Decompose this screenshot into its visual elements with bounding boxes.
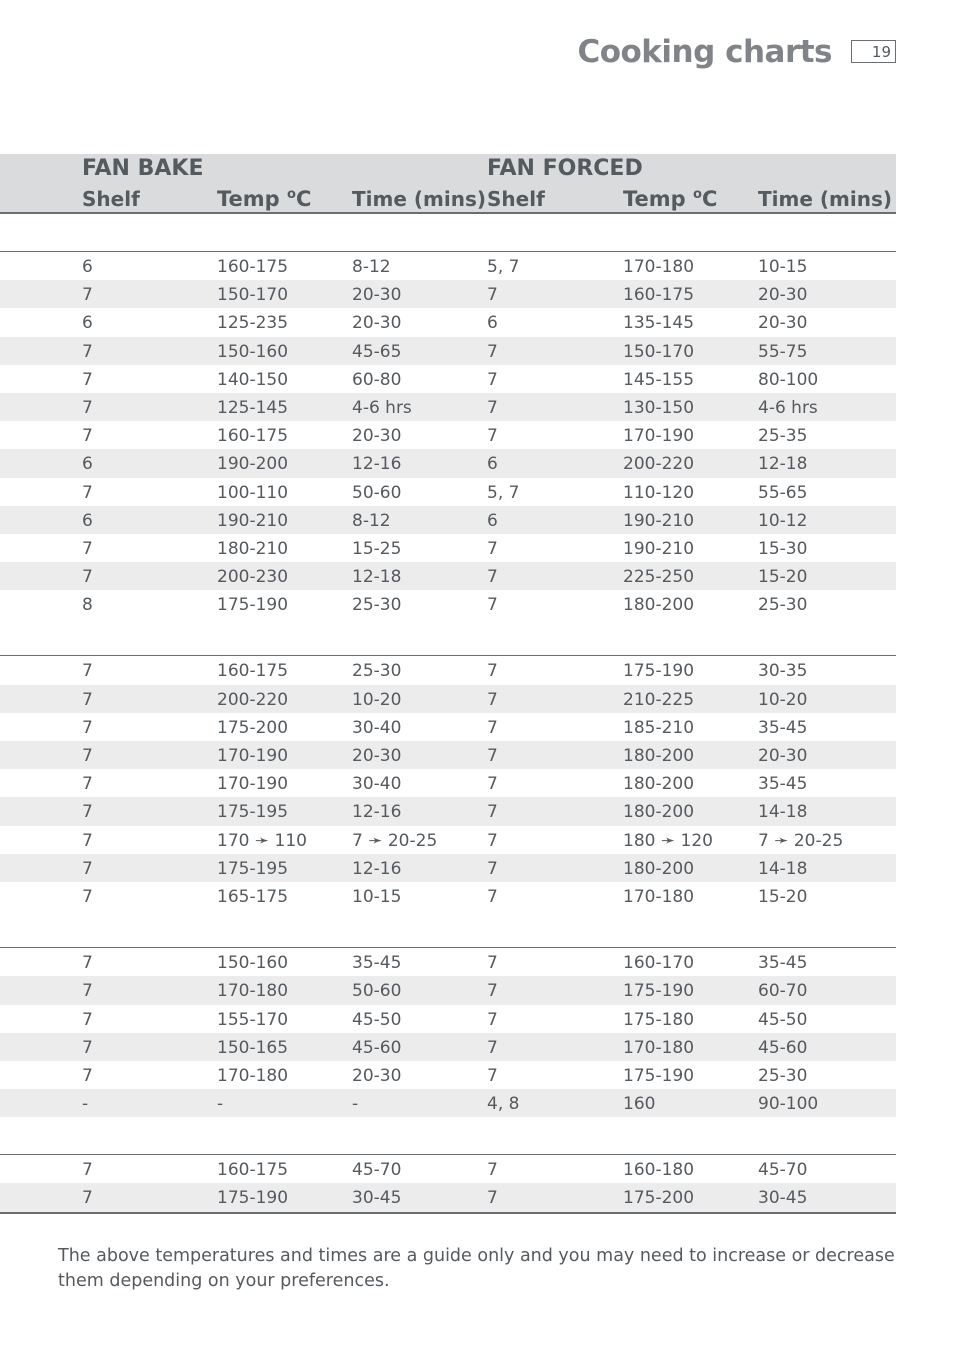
fan-bake-shelf-cell: 6 bbox=[82, 257, 93, 277]
fan-forced-time-cell: 35-45 bbox=[758, 717, 808, 738]
fan-forced-time-cell: 12-18 bbox=[758, 454, 808, 475]
fan-forced-time-cell: 15-20 bbox=[758, 567, 808, 588]
fan-forced-shelf-cell: 6 bbox=[487, 454, 498, 475]
fan-forced-shelf-cell: 7 bbox=[487, 1009, 498, 1030]
fan-bake-shelf-cell: 7 bbox=[82, 1188, 93, 1209]
fan-bake-time-cell: 20-30 bbox=[352, 285, 402, 306]
fan-forced-shelf-cell: 7 bbox=[487, 397, 498, 418]
table-row bbox=[0, 882, 896, 910]
fan-bake-shelf-cell: 6 bbox=[82, 313, 93, 334]
table-row bbox=[0, 854, 896, 882]
table-row bbox=[0, 590, 896, 618]
fan-bake-temp-cell: 160-175 bbox=[217, 426, 289, 447]
fan-forced-temp-cell: 175-190 bbox=[623, 661, 695, 682]
fan-bake-time-cell: 25-30 bbox=[352, 595, 402, 616]
fan-forced-temp-cell: 190-210 bbox=[623, 510, 695, 531]
table-row bbox=[0, 713, 896, 741]
table-row bbox=[0, 1005, 896, 1033]
fan-bake-time-cell: 45-60 bbox=[352, 1037, 402, 1058]
fan-forced-temp-cell: 190-210 bbox=[623, 538, 695, 559]
table-row bbox=[0, 421, 896, 449]
fan-forced-temp-cell: 170-180 bbox=[623, 1037, 695, 1058]
fan-forced-temp-cell: 200-220 bbox=[623, 454, 695, 475]
fan-bake-time-cell: 45-65 bbox=[352, 341, 402, 362]
fan-bake-temp-cell: 155-170 bbox=[217, 1009, 289, 1030]
fan-forced-temp-cell: 150-170 bbox=[623, 341, 695, 362]
fan-forced-shelf-cell: 7 bbox=[487, 1065, 498, 1086]
fan-forced-shelf-cell: 7 bbox=[487, 369, 498, 390]
fan-bake-shelf-cell: 7 bbox=[82, 858, 93, 879]
fan-bake-shelf-cell: 7 bbox=[82, 661, 93, 682]
fan-bake-time-cell: 30-40 bbox=[352, 774, 402, 795]
fan-forced-time-cell: 80-100 bbox=[758, 369, 819, 390]
fan-forced-shelf-cell: 7 bbox=[487, 774, 498, 795]
fan-forced-temp-cell: 175-180 bbox=[623, 1009, 695, 1030]
fan-forced-temp-cell: 145-155 bbox=[623, 369, 695, 390]
fan-bake-temp-cell: 175-190 bbox=[217, 1188, 289, 1209]
table-row bbox=[0, 656, 896, 684]
fan-forced-time-cell: 20-30 bbox=[758, 313, 808, 334]
fan-forced-shelf-cell: 5, 7 bbox=[487, 482, 520, 503]
fan-forced-temp-cell: 180-200 bbox=[623, 858, 695, 879]
fan-bake-temp-cell: 170-190 bbox=[217, 774, 289, 795]
fan-bake-time-cell: 25-30 bbox=[352, 661, 402, 682]
fan-forced-shelf-cell: 7 bbox=[487, 567, 498, 588]
fan-forced-temp-cell: 160-170 bbox=[623, 953, 695, 974]
fan-forced-temp-cell: 180-200 bbox=[623, 595, 695, 616]
fan-forced-shelf-cell: 4, 8 bbox=[487, 1094, 520, 1115]
table-row bbox=[0, 365, 896, 393]
fan-bake-temp-cell: 170-180 bbox=[217, 1065, 289, 1086]
fan-forced-shelf-cell: 7 bbox=[487, 717, 498, 738]
table-row bbox=[0, 797, 896, 825]
fan-forced-temp-cell: 185-210 bbox=[623, 717, 695, 738]
fan-bake-time-cell: 8-12 bbox=[352, 510, 391, 531]
fan-bake-shelf-cell: 6 bbox=[82, 510, 93, 531]
fan-bake-time-cell: 12-16 bbox=[352, 454, 402, 475]
group-spacer bbox=[0, 214, 896, 252]
fan-forced-temp-cell: 180-200 bbox=[623, 802, 695, 823]
fan-forced-shelf-cell: 7 bbox=[487, 981, 498, 1002]
cooking-chart-table bbox=[0, 154, 896, 1214]
table-row bbox=[0, 948, 896, 976]
fan-forced-time-cell: 10-20 bbox=[758, 689, 808, 710]
fan-forced-temp-cell: 160-180 bbox=[623, 1160, 695, 1181]
fan-forced-time-cell: 7 ➛ 20-25 bbox=[758, 830, 844, 851]
fan-forced-shelf-cell: 7 bbox=[487, 1188, 498, 1209]
fan-forced-temp-cell: 110-120 bbox=[623, 482, 695, 503]
fan-bake-temp-cell: 165-175 bbox=[217, 886, 289, 907]
fan-bake-shelf-header: Shelf bbox=[82, 187, 140, 211]
fan-bake-temp-cell: 150-160 bbox=[217, 341, 289, 362]
fan-forced-temp-cell: 180-200 bbox=[623, 746, 695, 766]
fan-bake-time-header: Time (mins) bbox=[352, 187, 486, 211]
fan-bake-time-cell: 50-60 bbox=[352, 482, 402, 503]
fan-bake-time-cell: 8-12 bbox=[352, 257, 391, 277]
fan-bake-shelf-cell: 7 bbox=[82, 1037, 93, 1058]
fan-forced-shelf-cell: 7 bbox=[487, 426, 498, 447]
table-row bbox=[0, 562, 896, 590]
fan-forced-time-cell: 30-45 bbox=[758, 1188, 808, 1209]
fan-forced-temp-cell: 225-250 bbox=[623, 567, 695, 588]
table-body bbox=[0, 214, 896, 1212]
fan-bake-shelf-cell: 7 bbox=[82, 953, 93, 974]
table-row bbox=[0, 1061, 896, 1089]
table-bottom-rule bbox=[0, 1212, 896, 1214]
table-row bbox=[0, 252, 896, 280]
fan-forced-shelf-cell: 5, 7 bbox=[487, 257, 520, 277]
table-row bbox=[0, 1033, 896, 1061]
fan-bake-time-cell: 50-60 bbox=[352, 981, 402, 1002]
fan-bake-temp-cell: - bbox=[217, 1094, 224, 1115]
fan-forced-shelf-cell: 7 bbox=[487, 595, 498, 616]
fan-bake-shelf-cell: 7 bbox=[82, 426, 93, 447]
fan-forced-shelf-header: Shelf bbox=[487, 187, 545, 211]
fan-forced-time-cell: 55-65 bbox=[758, 482, 808, 503]
table-row bbox=[0, 1155, 896, 1183]
fan-forced-time-cell: 14-18 bbox=[758, 802, 808, 823]
fan-bake-time-cell: 10-15 bbox=[352, 886, 402, 907]
table-row bbox=[0, 337, 896, 365]
table-row bbox=[0, 534, 896, 562]
fan-forced-temp-cell: 180 ➛ 120 bbox=[623, 830, 713, 851]
fan-bake-shelf-cell: 7 bbox=[82, 285, 93, 306]
fan-bake-time-cell: 20-30 bbox=[352, 426, 402, 447]
fan-forced-shelf-cell: 7 bbox=[487, 830, 498, 851]
fan-forced-shelf-cell: 7 bbox=[487, 802, 498, 823]
fan-bake-temp-cell: 200-220 bbox=[217, 689, 289, 710]
fan-bake-temp-cell: 100-110 bbox=[217, 482, 289, 503]
table-row bbox=[0, 308, 896, 336]
fan-forced-temp-header: Temp $^o$C bbox=[623, 187, 718, 211]
fan-bake-time-cell: 20-30 bbox=[352, 1065, 402, 1086]
fan-bake-time-cell: 45-70 bbox=[352, 1160, 402, 1181]
table-row bbox=[0, 478, 896, 506]
fan-bake-temp-cell: 160-175 bbox=[217, 661, 289, 682]
fan-forced-time-cell: 14-18 bbox=[758, 858, 808, 879]
fan-bake-time-cell: 7 ➛ 20-25 bbox=[352, 830, 438, 851]
fan-bake-shelf-cell: 7 bbox=[82, 774, 93, 795]
fan-forced-time-cell: 25-35 bbox=[758, 426, 808, 447]
group-spacer bbox=[0, 618, 896, 656]
fan-bake-time-cell: 20-30 bbox=[352, 313, 402, 334]
fan-bake-temp-cell: 160-175 bbox=[217, 257, 289, 277]
fan-forced-time-cell: 25-30 bbox=[758, 595, 808, 616]
fan-bake-time-cell: 12-16 bbox=[352, 802, 402, 823]
fan-forced-temp-cell: 175-190 bbox=[623, 1065, 695, 1086]
fan-bake-temp-cell: 170-180 bbox=[217, 981, 289, 1002]
fan-bake-shelf-cell: 7 bbox=[82, 567, 93, 588]
table-row bbox=[0, 1089, 896, 1117]
footer-note: The above temperatures and times are a guide only and you may need to increase or decrease them depending on your preferences. bbox=[58, 1246, 895, 1291]
fan-bake-shelf-cell: 8 bbox=[82, 595, 93, 616]
fan-bake-shelf-cell: 7 bbox=[82, 1065, 93, 1086]
fan-forced-time-cell: 4-6 hrs bbox=[758, 397, 818, 418]
fan-bake-temp-cell: 150-165 bbox=[217, 1037, 289, 1058]
fan-bake-shelf-cell: 7 bbox=[82, 341, 93, 362]
fan-forced-temp-cell: 175-190 bbox=[623, 981, 695, 1002]
fan-bake-heading: FAN BAKE bbox=[82, 156, 204, 181]
fan-forced-shelf-cell: 6 bbox=[487, 313, 498, 334]
table-row bbox=[0, 506, 896, 534]
fan-forced-time-cell: 60-70 bbox=[758, 981, 808, 1002]
fan-forced-temp-cell: 180-200 bbox=[623, 774, 695, 795]
fan-forced-time-cell: 15-20 bbox=[758, 886, 808, 907]
fan-forced-temp-cell: 170-190 bbox=[623, 426, 695, 447]
fan-bake-temp-cell: 175-195 bbox=[217, 802, 289, 823]
table-row bbox=[0, 769, 896, 797]
fan-bake-temp-cell: 170 ➛ 110 bbox=[217, 830, 307, 851]
fan-forced-time-cell: 10-12 bbox=[758, 510, 808, 531]
group-spacer bbox=[0, 1117, 896, 1155]
fan-bake-shelf-cell: 7 bbox=[82, 802, 93, 823]
fan-forced-time-cell: 45-60 bbox=[758, 1037, 808, 1058]
group-spacer bbox=[0, 910, 896, 948]
fan-bake-temp-cell: 175-195 bbox=[217, 858, 289, 879]
fan-bake-time-cell: 30-45 bbox=[352, 1188, 402, 1209]
table-header bbox=[0, 154, 896, 214]
fan-forced-time-cell: 35-45 bbox=[758, 774, 808, 795]
table-row bbox=[0, 1183, 896, 1211]
fan-forced-shelf-cell: 7 bbox=[487, 341, 498, 362]
fan-bake-time-cell: 10-20 bbox=[352, 689, 402, 710]
fan-forced-temp-cell: 170-180 bbox=[623, 257, 695, 277]
table-row bbox=[0, 393, 896, 421]
fan-bake-temp-cell: 140-150 bbox=[217, 369, 289, 390]
fan-bake-shelf-cell: - bbox=[82, 1094, 89, 1115]
fan-bake-shelf-cell: 7 bbox=[82, 886, 93, 907]
fan-forced-shelf-cell: 7 bbox=[487, 1160, 498, 1181]
fan-bake-shelf-cell: 7 bbox=[82, 830, 93, 851]
fan-forced-temp-cell: 210-225 bbox=[623, 689, 695, 710]
fan-bake-temp-cell: 170-190 bbox=[217, 746, 289, 766]
fan-bake-shelf-cell: 7 bbox=[82, 397, 93, 418]
fan-bake-shelf-cell: 7 bbox=[82, 369, 93, 390]
fan-forced-shelf-cell: 7 bbox=[487, 746, 498, 766]
fan-bake-time-cell: 45-50 bbox=[352, 1009, 402, 1030]
fan-bake-time-cell: 12-16 bbox=[352, 858, 402, 879]
fan-bake-shelf-cell: 7 bbox=[82, 1009, 93, 1030]
fan-forced-time-header: Time (mins) bbox=[758, 187, 892, 211]
table-row bbox=[0, 741, 896, 769]
fan-bake-shelf-cell: 6 bbox=[82, 454, 93, 475]
fan-forced-time-cell: 90-100 bbox=[758, 1094, 819, 1115]
fan-bake-temp-cell: 180-210 bbox=[217, 538, 289, 559]
fan-forced-temp-cell: 160 bbox=[623, 1094, 656, 1115]
fan-bake-shelf-cell: 7 bbox=[82, 538, 93, 559]
fan-forced-shelf-cell: 7 bbox=[487, 1037, 498, 1058]
fan-bake-time-cell: 20-30 bbox=[352, 746, 402, 766]
fan-forced-temp-cell: 135-145 bbox=[623, 313, 695, 334]
table-row bbox=[0, 449, 896, 477]
fan-forced-temp-cell: 170-180 bbox=[623, 886, 695, 907]
fan-forced-shelf-cell: 7 bbox=[487, 285, 498, 306]
fan-bake-shelf-cell: 7 bbox=[82, 746, 93, 766]
page-number: 19 bbox=[851, 40, 896, 63]
fan-bake-temp-cell: 150-170 bbox=[217, 285, 289, 306]
fan-bake-time-cell: 15-25 bbox=[352, 538, 402, 559]
fan-forced-time-cell: 20-30 bbox=[758, 285, 808, 306]
fan-bake-shelf-cell: 7 bbox=[82, 1160, 93, 1181]
fan-bake-temp-cell: 175-200 bbox=[217, 717, 289, 738]
fan-bake-time-cell: - bbox=[352, 1094, 359, 1115]
fan-forced-shelf-cell: 7 bbox=[487, 886, 498, 907]
fan-forced-shelf-cell: 7 bbox=[487, 661, 498, 682]
fan-forced-time-cell: 55-75 bbox=[758, 341, 808, 362]
fan-forced-time-cell: 45-50 bbox=[758, 1009, 808, 1030]
fan-bake-time-cell: 60-80 bbox=[352, 369, 402, 390]
fan-forced-heading: FAN FORCED bbox=[487, 156, 643, 181]
fan-forced-time-cell: 20-30 bbox=[758, 746, 808, 766]
table-row bbox=[0, 976, 896, 1004]
fan-forced-time-cell: 30-35 bbox=[758, 661, 808, 682]
fan-forced-temp-cell: 160-175 bbox=[623, 285, 695, 306]
fan-bake-temp-cell: 125-145 bbox=[217, 397, 289, 418]
fan-bake-temp-cell: 160-175 bbox=[217, 1160, 289, 1181]
fan-bake-time-cell: 4-6 hrs bbox=[352, 397, 412, 418]
fan-bake-time-cell: 12-18 bbox=[352, 567, 402, 588]
fan-forced-time-cell: 45-70 bbox=[758, 1160, 808, 1181]
fan-bake-temp-cell: 200-230 bbox=[217, 567, 289, 588]
fan-bake-temp-cell: 125-235 bbox=[217, 313, 289, 334]
fan-forced-temp-cell: 175-200 bbox=[623, 1188, 695, 1209]
fan-bake-shelf-cell: 7 bbox=[82, 689, 93, 710]
fan-bake-shelf-cell: 7 bbox=[82, 482, 93, 503]
fan-bake-temp-cell: 190-200 bbox=[217, 454, 289, 475]
fan-forced-shelf-cell: 7 bbox=[487, 538, 498, 559]
fan-bake-time-cell: 30-40 bbox=[352, 717, 402, 738]
fan-forced-shelf-cell: 6 bbox=[487, 510, 498, 531]
fan-bake-shelf-cell: 7 bbox=[82, 717, 93, 738]
fan-forced-shelf-cell: 7 bbox=[487, 858, 498, 879]
fan-bake-temp-cell: 175-190 bbox=[217, 595, 289, 616]
fan-forced-time-cell: 25-30 bbox=[758, 1065, 808, 1086]
page-title: Cooking charts bbox=[577, 34, 832, 70]
fan-forced-temp-cell: 130-150 bbox=[623, 397, 695, 418]
fan-bake-time-cell: 35-45 bbox=[352, 953, 402, 974]
table-row bbox=[0, 280, 896, 308]
fan-forced-shelf-cell: 7 bbox=[487, 953, 498, 974]
fan-forced-time-cell: 10-15 bbox=[758, 257, 808, 277]
fan-forced-time-cell: 15-30 bbox=[758, 538, 808, 559]
fan-forced-time-cell: 35-45 bbox=[758, 953, 808, 974]
fan-bake-temp-cell: 150-160 bbox=[217, 953, 289, 974]
table-row bbox=[0, 826, 896, 854]
table-row bbox=[0, 685, 896, 713]
fan-bake-temp-cell: 190-210 bbox=[217, 510, 289, 531]
fan-bake-shelf-cell: 7 bbox=[82, 981, 93, 1002]
fan-forced-shelf-cell: 7 bbox=[487, 689, 498, 710]
fan-bake-temp-header: Temp $^o$C bbox=[217, 187, 312, 211]
